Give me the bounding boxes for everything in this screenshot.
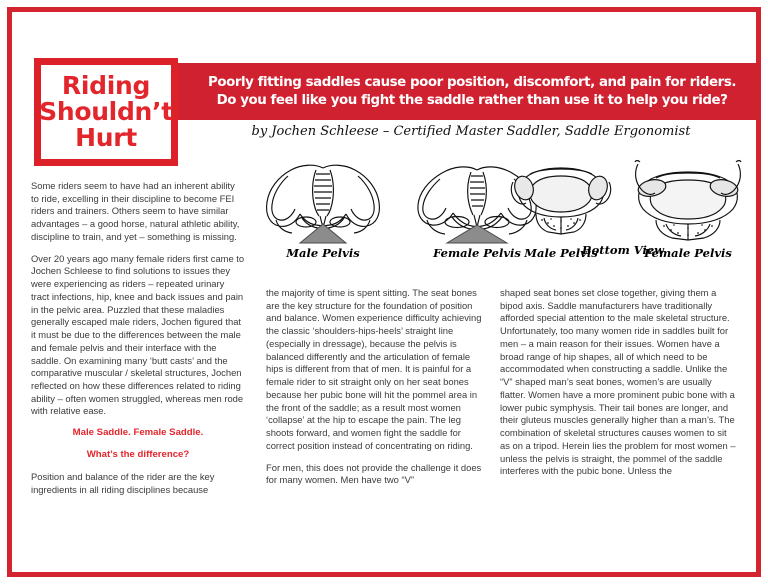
bottom-view-label: Bottom View: [581, 243, 665, 257]
body-column-right: [500, 287, 736, 478]
logo-line-3: Hurt: [75, 123, 137, 152]
logo-line-2: Shouldn’t: [39, 97, 173, 126]
male-pelvis-front-icon: [258, 158, 388, 244]
masthead: [0, 0, 768, 170]
caption-female-pelvis-bottom: Female Pelvis: [644, 246, 732, 260]
headline-line-1: Poorly fitting saddles cause poor position, discomfort, and pain for riders.: [207, 74, 736, 90]
caption-female-pelvis-front: Female Pelvis: [433, 246, 521, 260]
middle-paragraph-2: For men, this does not provide the challenge it does for many women. Men have two “V”: [266, 461, 482, 486]
left-paragraph-1: Some riders seem to have had an inherent ability to ride, excelling in their discipline to become FEI riders and trainers. Others seem to have similar advantages – a good horse, natural athletic ability, discipline to train, and yet – something is missing.: [31, 180, 240, 242]
body-column-middle: [266, 287, 482, 487]
caption-male-pelvis-bottom: Male Pelvis: [524, 246, 598, 260]
byline: by Jochen Schleese – Certified Master Saddler, Saddle Ergonomist: [251, 124, 691, 139]
female-pelvis-bottom-icon: [626, 158, 750, 242]
figure-female-pelvis-bottom: [626, 158, 750, 260]
publication-logo: [34, 58, 178, 166]
middle-paragraph-1: the majority of time is spent sitting. The seat bones are the key structure for the foundation of position and balance. Women experience difficulty achieving the classic ‘shoulders-hips-heels’ straight line (especially in dressage), because the pelvis is balanced differently and the articulation of female hips is different from that of men. It is painful for a female rider to sit straight only on her seat bones because her pubic bone will hit the pommel area in the front of the saddle; as a result most women ‘collapse’ at the hip to escape the pain. The leg shoots forward, and women fight the saddle for correct position instead of concentrating on riding.: [266, 287, 482, 451]
headline-banner: [160, 63, 760, 120]
right-paragraph-1: shaped seat bones set close together, giving them a bipod axis. Saddle manufacturers have traditionally afforded special attention to the male skeletal structure. Unfortunately, too many women ride in saddles built for men – a main reason for their issues. Women have a broad range of hip shapes, all of which need to be accommodated when constructing a saddle. Unlike the “V” shaped man’s seat bones, women’s are usually flatter. Women have a more prominent pubic bone with a lower pubic symphysis. Their tail bones are longer, and their gluteus muscles generally higher than a man’s. The combination of skeletal structures causes women to sit as on a tripod. Herein lies the problem for most women – unless the pelvis is straight, the pommel of the saddle interferes with the pubic bone. Unless the: [500, 287, 736, 477]
pelvis-illustrations: [250, 158, 750, 278]
logo-line-1: Riding: [61, 71, 151, 100]
headline-line-2: Do you feel like you fight the saddle rather than use it to help you ride?: [216, 92, 728, 108]
caption-male-pelvis-front: Male Pelvis: [286, 246, 360, 260]
body-column-left: [31, 180, 245, 497]
left-paragraph-after-heading: Position and balance of the rider are the key ingredients in all riding disciplines because: [31, 471, 215, 495]
figure-male-pelvis-front: [258, 158, 388, 260]
sub-heading-line-2: What’s the difference?: [86, 449, 190, 461]
sub-heading-line-1: Male Saddle. Female Saddle.: [72, 427, 204, 439]
left-paragraph-2: Over 20 years ago many female riders first came to Jochen Schleese to find solutions to issues they were experiencing as riders – repeated urinary tract infections, hip, knee and back issues and pain in the pelvic area. Puzzled that these maladies generally escaped male riders, Jochen figured that it must be due to the differences between the male and female pelvis and their interface with the saddle. On examining many ‘butt casts’ and the comparative muscular / skeletal structures, Jochen reflected on how these differences related to riding ability – often women struggled, whereas men rode with relative ease.: [31, 252, 245, 417]
male-pelvis-bottom-icon: [506, 162, 616, 242]
figure-male-pelvis-bottom: [506, 162, 616, 260]
